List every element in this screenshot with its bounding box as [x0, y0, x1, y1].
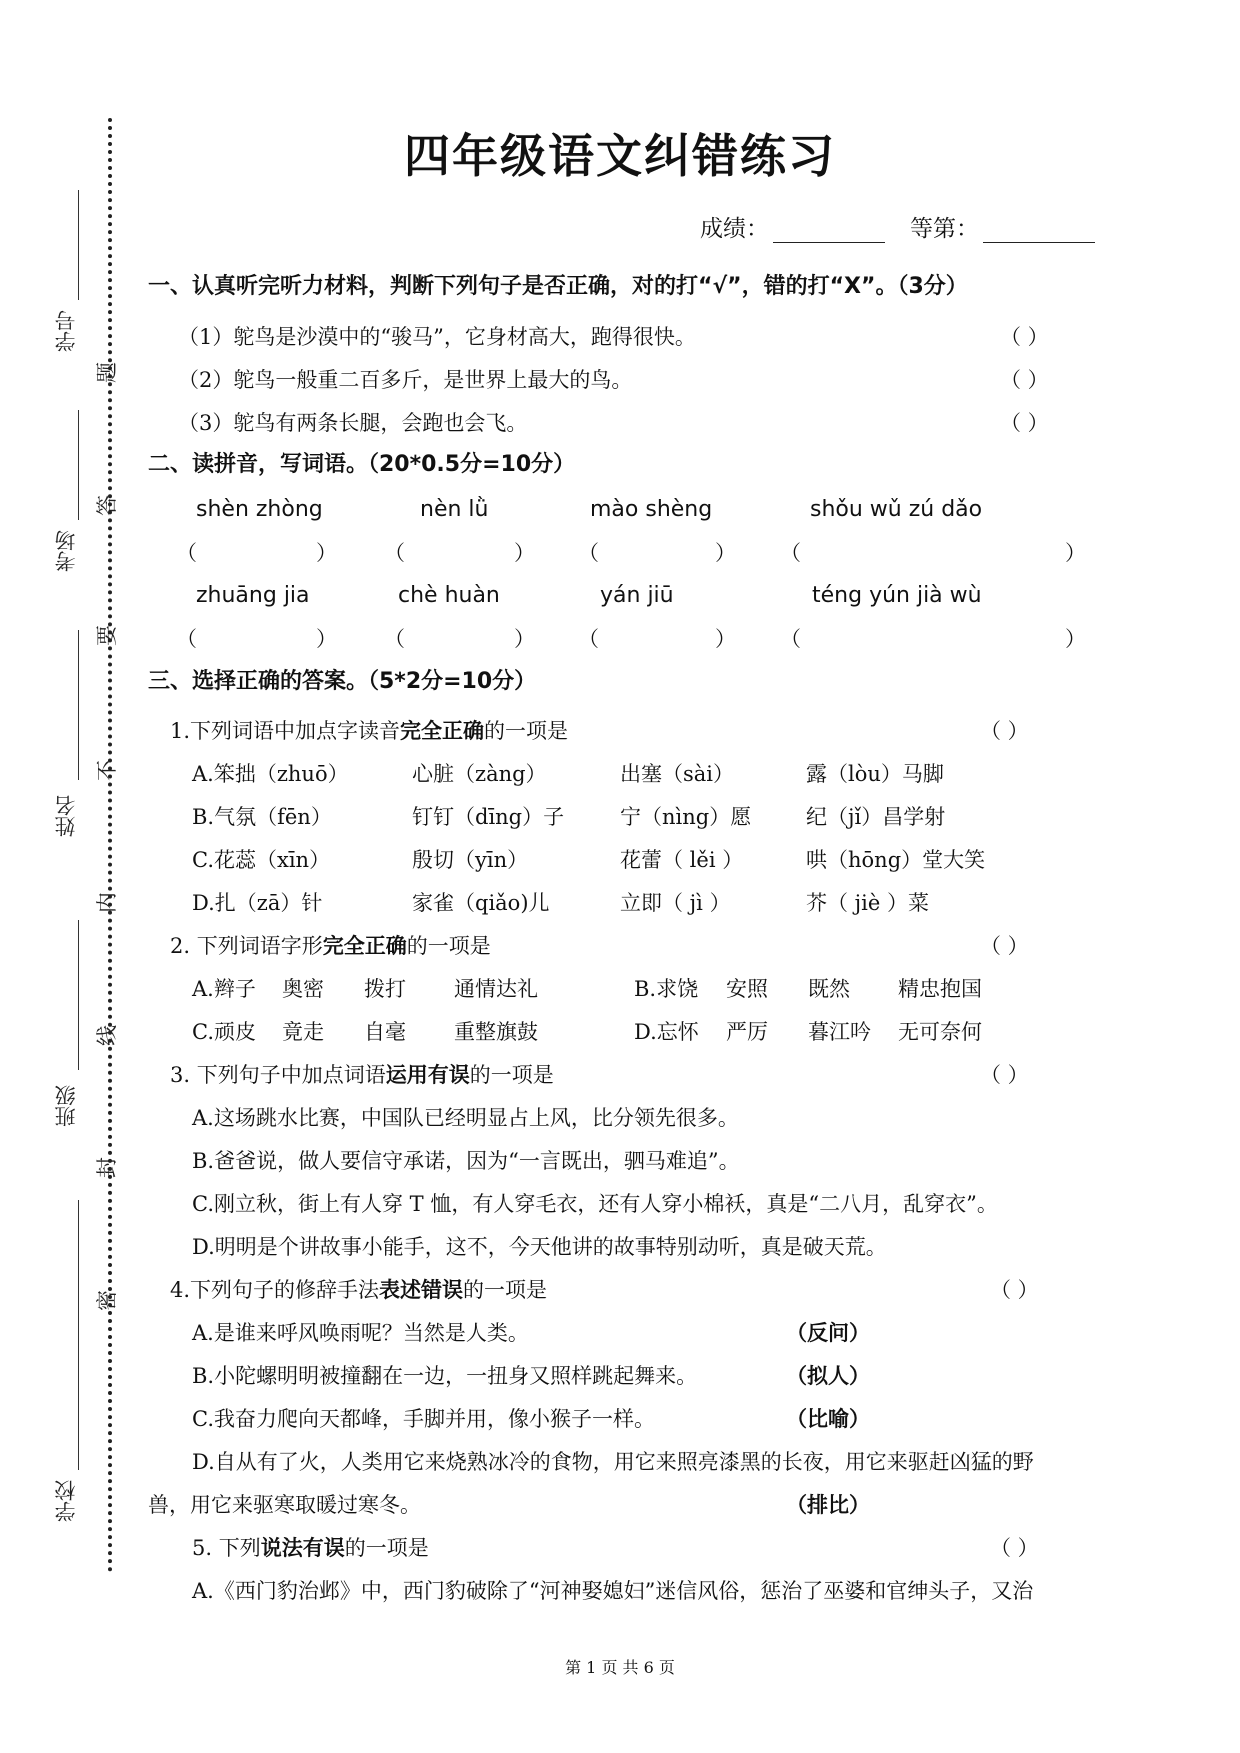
answer-paren[interactable]: （ ）: [1000, 325, 1049, 349]
page-title: 四年级语文纠错练习: [404, 129, 836, 183]
q4-option-d-line2: 兽，用它来驱寒取暖过寒冬。: [148, 1493, 421, 1517]
q1-option: 纪（jǐ）昌学射: [806, 805, 946, 829]
seal-char: 要: [95, 625, 119, 646]
seal-dotted-line: [108, 118, 112, 1573]
seal-char: 密: [95, 1290, 119, 1311]
answer-paren-close: ）: [715, 627, 736, 651]
q4-stem: [170, 1274, 547, 1304]
q1-option: A.笨拙（zhuō）: [192, 762, 349, 786]
q3-option-d: D.明明是个讲故事小能手，这不，今天他讲的故事特别动听，真是破天荒。: [192, 1235, 887, 1259]
pinyin: mào shèng: [590, 497, 713, 522]
answer-paren-open[interactable]: （: [176, 627, 197, 651]
q2-word: 自毫: [364, 1020, 406, 1044]
q4-stem-post: 的一项是: [463, 1278, 548, 1302]
q2-word: 重整旗鼓: [454, 1020, 538, 1044]
q2-word: 奥密: [282, 977, 324, 1001]
exam-room-label: 考场: [54, 530, 78, 572]
section1-item: （3）鸵鸟有两条长腿，会跑也会飞。: [178, 411, 528, 435]
q1-option: 心脏（zàng）: [412, 762, 547, 786]
seal-char: 线: [95, 1025, 119, 1046]
q2-word: 拨打: [364, 977, 406, 1001]
q1-option: 花蕾（ lěi ）: [620, 848, 744, 872]
page-number: 第 1 页 共 6 页: [565, 1658, 675, 1677]
q2-stem-post: 的一项是: [406, 934, 491, 958]
q4-option-c: C.我奋力爬向天都峰，手脚并用，像小猴子一样。: [192, 1407, 655, 1431]
pinyin: yán jiū: [600, 583, 674, 608]
grade-field: [910, 210, 1095, 243]
pinyin: shèn zhòng: [196, 497, 323, 522]
q3-option-c: C.刚立秋，街上有人穿 T 恤，有人穿毛衣，还有人穿小棉袄，真是“二八月，乱穿衣”。: [192, 1192, 998, 1216]
q1-option: D.扎（zā）针: [192, 891, 323, 915]
answer-paren-close: ）: [316, 627, 337, 651]
answer-paren[interactable]: （ ）: [990, 1536, 1039, 1560]
q1-option: 宁（nìng）愿: [620, 805, 752, 829]
q4-tag-c: （比喻）: [786, 1407, 870, 1431]
name-label: 姓名: [54, 795, 78, 837]
answer-paren-open[interactable]: （: [384, 627, 405, 651]
pinyin: zhuāng jia: [196, 583, 310, 608]
student-no-underline: [78, 190, 79, 300]
q4-tag-d: （排比）: [786, 1493, 870, 1517]
answer-paren[interactable]: （ ）: [1000, 411, 1049, 435]
q2-word: 既然: [808, 977, 850, 1001]
pinyin: nèn lǜ: [420, 497, 489, 522]
answer-paren[interactable]: （ ）: [1000, 368, 1049, 392]
q3-option-a: A.这场跳水比赛，中国队已经明显占上风，比分领先很多。: [192, 1106, 739, 1130]
q3-stem: [170, 1059, 554, 1089]
q2-word: 通情达礼: [454, 977, 538, 1001]
grade-blank[interactable]: [983, 216, 1095, 243]
q2-stem-bold: 完全正确: [322, 934, 407, 958]
q5-stem-bold: 说法有误: [260, 1536, 345, 1560]
school-underline: [78, 1200, 79, 1470]
q4-option-b: B.小陀螺明明被撞翻在一边，一扭身又照样跳起舞来。: [192, 1364, 698, 1388]
name-underline: [78, 630, 79, 780]
q1-stem-post: 的一项是: [484, 719, 569, 743]
q3-stem-bold: 运用有误: [385, 1063, 470, 1087]
q5-stem-post: 的一项是: [344, 1536, 429, 1560]
section1-item: （1）鸵鸟是沙漠中的“骏马”，它身材高大，跑得很快。: [178, 325, 696, 349]
q4-tag-a: （反问）: [786, 1321, 870, 1345]
answer-paren-close: ）: [316, 541, 337, 565]
answer-paren-open[interactable]: （: [780, 627, 801, 651]
q2-word: A.辫子: [192, 977, 256, 1001]
answer-paren-close: ）: [514, 541, 535, 565]
answer-paren[interactable]: （ ）: [990, 1278, 1039, 1302]
student-no-label: 学号: [54, 310, 78, 352]
answer-paren[interactable]: （ ）: [980, 719, 1029, 743]
class-underline: [78, 920, 79, 1070]
seal-char: 答: [95, 495, 119, 516]
section1-heading: 一、认真听完听力材料，判断下列句子是否正确，对的打“√”，错的打“X”。（3分）: [148, 274, 968, 299]
q1-option: 露（lòu）马脚: [806, 762, 944, 786]
q2-word: 暮江吟: [808, 1020, 871, 1044]
answer-paren[interactable]: （ ）: [980, 1063, 1029, 1087]
q2-word: 严厉: [726, 1020, 768, 1044]
q4-stem-bold: 表述错误: [379, 1278, 464, 1302]
seal-char: 封: [95, 1157, 119, 1178]
seal-char: 内: [95, 892, 119, 913]
class-label: 班级: [54, 1085, 78, 1127]
q4-option-d-line1: D.自从有了火，人类用它来烧熟冰冷的食物，用它来照亮漆黑的长夜，用它来驱赶凶猛的野: [192, 1450, 1034, 1474]
answer-paren-close: ）: [1065, 541, 1086, 565]
score-label: 成绩：: [700, 216, 769, 242]
school-label: 学校: [54, 1480, 78, 1522]
q1-option: 立即（ jì ）: [620, 891, 731, 915]
answer-paren[interactable]: （ ）: [980, 934, 1029, 958]
q2-word: 无可奈何: [898, 1020, 982, 1044]
q1-stem-pre: 1.下列词语中加点字读音: [170, 719, 401, 743]
q4-tag-b: （拟人）: [786, 1364, 870, 1388]
answer-paren-open[interactable]: （: [578, 541, 599, 565]
score-field: [700, 210, 885, 243]
q5-stem-pre: 5. 下列: [192, 1536, 261, 1560]
score-blank[interactable]: [773, 216, 885, 243]
answer-paren-close: ）: [715, 541, 736, 565]
seal-char: 题: [95, 362, 119, 383]
answer-paren-open[interactable]: （: [578, 627, 599, 651]
q1-stem-bold: 完全正确: [400, 719, 485, 743]
q1-stem: [170, 715, 568, 745]
answer-paren-close: ）: [514, 627, 535, 651]
q2-word: B.求饶: [634, 977, 699, 1001]
pinyin: chè huàn: [398, 583, 500, 608]
pinyin: téng yún jià wù: [812, 583, 982, 608]
q1-option: 钉钉（dīng）子: [412, 805, 565, 829]
pinyin: shǒu wǔ zú dǎo: [810, 497, 983, 522]
section1-item: （2）鸵鸟一般重二百多斤，是世界上最大的鸟。: [178, 368, 633, 392]
q3-option-b: B.爸爸说，做人要信守承诺，因为“一言既出，驷马难追”。: [192, 1149, 740, 1173]
q3-stem-post: 的一项是: [469, 1063, 554, 1087]
q1-option: B.气氛（fēn）: [192, 805, 332, 829]
q2-word: C.顽皮: [192, 1020, 256, 1044]
q4-stem-pre: 4.下列句子的修辞手法: [170, 1278, 380, 1302]
q1-option: C.花蕊（xīn）: [192, 848, 331, 872]
answer-paren-close: ）: [1065, 627, 1086, 651]
q1-option: 哄（hōng）堂大笑: [806, 848, 986, 872]
q1-option: 芥（ jiè ）菜: [806, 891, 930, 915]
q2-word: D.忘怀: [634, 1020, 699, 1044]
q5-stem: [192, 1532, 429, 1562]
q1-option: 殷切（yīn）: [412, 848, 529, 872]
section2-heading: 二、读拼音，写词语。（20*0.5分=10分）: [148, 452, 576, 477]
q2-stem-pre: 2. 下列词语字形: [170, 934, 323, 958]
answer-paren-open[interactable]: （: [176, 541, 197, 565]
section3-heading: 三、选择正确的答案。（5*2分=10分）: [148, 669, 537, 694]
answer-paren-open[interactable]: （: [780, 541, 801, 565]
q2-word: 安照: [726, 977, 768, 1001]
q1-option: 出塞（sài）: [620, 762, 735, 786]
q4-option-a: A.是谁来呼风唤雨呢？当然是人类。: [192, 1321, 529, 1345]
q2-word: 精忠抱国: [898, 977, 982, 1001]
grade-label: 等第：: [910, 216, 979, 242]
q5-option-a: A.《西门豹治邺》中，西门豹破除了“河神娶媳妇”迷信风俗，惩治了巫婆和官绅头子，又治: [192, 1579, 1034, 1603]
q3-stem-pre: 3. 下列句子中加点词语: [170, 1063, 386, 1087]
q1-option: 家雀（qiǎo)儿: [412, 891, 550, 915]
seal-char: 不: [95, 760, 119, 781]
q2-word: 竟走: [282, 1020, 324, 1044]
answer-paren-open[interactable]: （: [384, 541, 405, 565]
q2-stem: [170, 930, 491, 960]
exam-room-underline: [78, 410, 79, 520]
